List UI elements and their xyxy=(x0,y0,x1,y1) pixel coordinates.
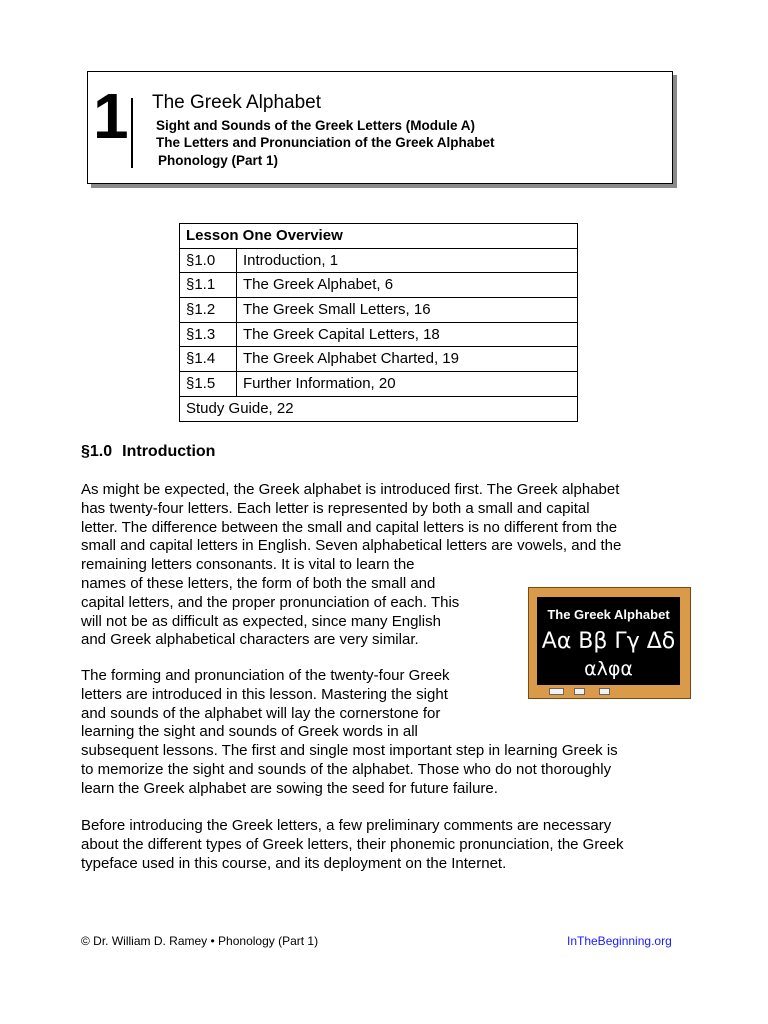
lesson-overview-table xyxy=(179,223,578,422)
text-line: about the different types of Greek letters, their phonemic pronunciation, the Greek xyxy=(81,835,624,853)
text-line: and Greek alphabetical characters are very similar. xyxy=(81,631,419,649)
chalk-piece xyxy=(549,688,564,695)
text-line: Before introducing the Greek letters, a few preliminary comments are necessary xyxy=(81,817,612,834)
table-row xyxy=(180,347,578,372)
text-line: and sounds of the alphabet will lay the cornerstone for xyxy=(81,704,441,722)
text-line: letters are introduced in this lesson. Mastering the sight xyxy=(81,685,448,703)
lesson-subtitle-1: Sight and Sounds of the Greek Letters (Module A) xyxy=(156,118,476,133)
text-line: has twenty-four letters. Each letter is represented by both a small and capital xyxy=(81,499,590,517)
text-line: names of these letters, the form of both the small and xyxy=(81,574,436,592)
lesson-header-box xyxy=(87,71,673,184)
section-heading-text: Introduction xyxy=(122,443,216,460)
chalk-piece xyxy=(574,688,585,695)
chalk-piece xyxy=(599,688,610,695)
section-title: The Greek Alphabet, 6 xyxy=(237,273,578,298)
intro-paragraph-3 xyxy=(81,817,624,873)
text-line: capital letters, and the proper pronunciation of each. This xyxy=(81,593,460,611)
table-row xyxy=(180,298,578,323)
section-title: Introduction, 1 xyxy=(237,248,578,273)
section-title: The Greek Alphabet Charted, 19 xyxy=(237,347,578,372)
table-row xyxy=(180,322,578,347)
lesson-number-divider xyxy=(131,98,133,168)
lesson-subtitle-3: Phonology (Part 1) xyxy=(158,153,279,168)
chalkboard-title: The Greek Alphabet xyxy=(547,607,670,622)
footer-website-link[interactable]: InTheBeginning.org xyxy=(567,934,672,948)
text-line: As might be expected, the Greek alphabet is introduced first. The Greek alphabet xyxy=(81,481,620,498)
text-line: subsequent lessons. The first and single most important step in learning Greek is xyxy=(81,742,618,760)
section-title: Further Information, 20 xyxy=(237,372,578,397)
section-number: §1.3 xyxy=(180,322,237,347)
overview-heading: Lesson One Overview xyxy=(180,224,578,249)
text-line: learning the sight and sounds of Greek words in all xyxy=(81,723,418,741)
text-line: The forming and pronunciation of the twenty-four Greek xyxy=(81,667,450,684)
chalkboard-surface xyxy=(537,597,680,685)
chalkboard-illustration xyxy=(528,587,691,699)
lesson-number: 1 xyxy=(93,80,129,152)
section-title: The Greek Small Letters, 16 xyxy=(237,298,578,323)
text-line: letter. The difference between the small and capital letters is no different from the xyxy=(81,518,618,536)
text-line: learn the Greek alphabet are sowing the seed for future failure. xyxy=(81,779,498,797)
chalkboard-word: αλφα xyxy=(584,658,633,680)
text-line: to memorize the sight and sounds of the alphabet. Those who do not thoroughly xyxy=(81,760,612,778)
section-title: The Greek Capital Letters, 18 xyxy=(237,322,578,347)
section-number: §1.2 xyxy=(180,298,237,323)
text-line: small and capital letters in English. Seven alphabetical letters are vowels, and the xyxy=(81,537,622,555)
text-line: remaining letters consonants. It is vital to learn the xyxy=(81,556,415,574)
chalkboard-letters: Αα Ββ Γγ Δδ xyxy=(541,629,676,654)
section-number: §1.5 xyxy=(180,372,237,397)
section-heading xyxy=(81,442,215,462)
lesson-subtitle-2: The Letters and Pronunciation of the Greek Alphabet xyxy=(156,135,495,150)
section-number: §1.1 xyxy=(180,273,237,298)
text-line: typeface used in this course, and its deployment on the Internet. xyxy=(81,854,507,872)
text-line: will not be as difficult as expected, since many English xyxy=(81,612,441,630)
section-heading-number: §1.0 xyxy=(81,443,113,460)
section-number: §1.4 xyxy=(180,347,237,372)
study-guide: Study Guide, 22 xyxy=(180,396,578,421)
study-guide-row xyxy=(180,396,578,421)
table-row xyxy=(180,248,578,273)
overview-heading-row xyxy=(180,224,578,249)
table-row xyxy=(180,273,578,298)
lesson-title: The Greek Alphabet xyxy=(152,92,321,113)
footer-copyright: © Dr. William D. Ramey • Phonology (Part 1) xyxy=(81,934,319,948)
table-row xyxy=(180,372,578,397)
section-number: §1.0 xyxy=(180,248,237,273)
